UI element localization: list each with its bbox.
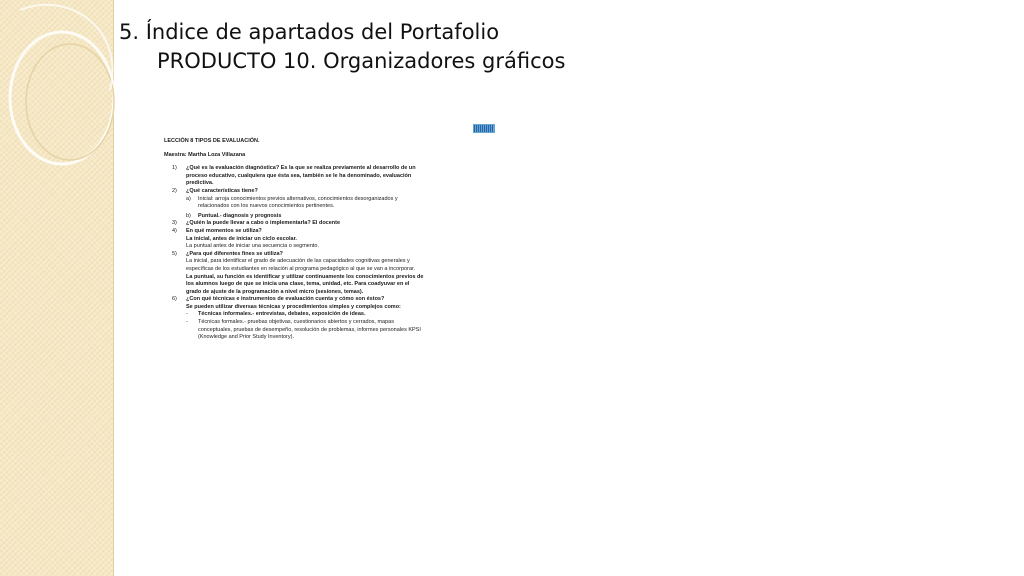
- question-5-answer-1: La inicial, para identificar el grado de adecuación de las capacidades cognitivas generales y específicas de los estudiantes en relación al programa pedagógico al que se van a incorporar.: [186, 258, 416, 272]
- question-6-bullet-1: - Técnicas informales.- entrevistas, debates, exposición de ideas.: [186, 311, 366, 318]
- slide-title: 5. Índice de apartados del Portafolio: [119, 20, 500, 44]
- question-4-answer-2: La puntual antes de iniciar una secuencia o segmento.: [186, 243, 320, 250]
- question-3: 3) ¿Quién la puede llevar a cabo o implementarla? El docente: [172, 220, 341, 227]
- document-teacher: Maestra: Martha Loza Villazana: [164, 151, 246, 158]
- question-5-answer-2: La puntual, su función es identificar y utilizar continuamente los conocimientos previos de los alumnos luego de que se inicia una clase, tema, unidad, etc. Para coadyuvar en el grado de ajuste de la programación a nivel micro (sesiones, temas).: [186, 273, 424, 295]
- question-6-answer: Se pueden utilizar diversas técnicas y procedimientos simples y complejos como:: [186, 303, 401, 310]
- question-5: 5) ¿Para qué diferentes fines se utiliza?: [172, 250, 283, 257]
- question-2-item-b: b) Puntual.- diagnosis y prognosis: [186, 212, 282, 219]
- question-1: 1) ¿Qué es la evaluación diagnóstica? Es la que se realiza previamente al desarrollo de un proceso educativo, cualquiera que ésta sea, también se le ha denominado, evaluación predictiva.: [172, 165, 416, 187]
- slide-subtitle: PRODUCTO 10. Organizadores gráficos: [157, 49, 566, 73]
- document-heading: LECCIÓN 8 TIPOS DE EVALUACIÓN.: [164, 138, 260, 144]
- question-4-answer-1: La inicial, antes de iniciar un ciclo escolar.: [186, 235, 297, 242]
- question-2: 2) ¿Qué características tiene?: [172, 187, 258, 194]
- question-6-bullet-2: - Técnicas formales.- pruebas objetivas, cuestionarios abiertos y cerrados, mapas conceptuales, pruebas de desempeño, resolución de problemas, informes personales KPSI (Knowledge and Prior Study Inventory).: [186, 319, 421, 341]
- embedded-document: [164, 138, 426, 342]
- question-6: 6) ¿Con qué técnicas e instrumentos de evaluación cuenta y cómo son éstos?: [172, 296, 385, 303]
- embedded-object-icon: [473, 124, 495, 133]
- question-4: 4) En qué momentos se utiliza?: [172, 227, 262, 234]
- question-2-item-a: a) Inicial: arroja conocimientos previos alternativos, conocimientos desorganizados y relacionados con los nuevos conocimientos pertinentes.: [186, 195, 398, 210]
